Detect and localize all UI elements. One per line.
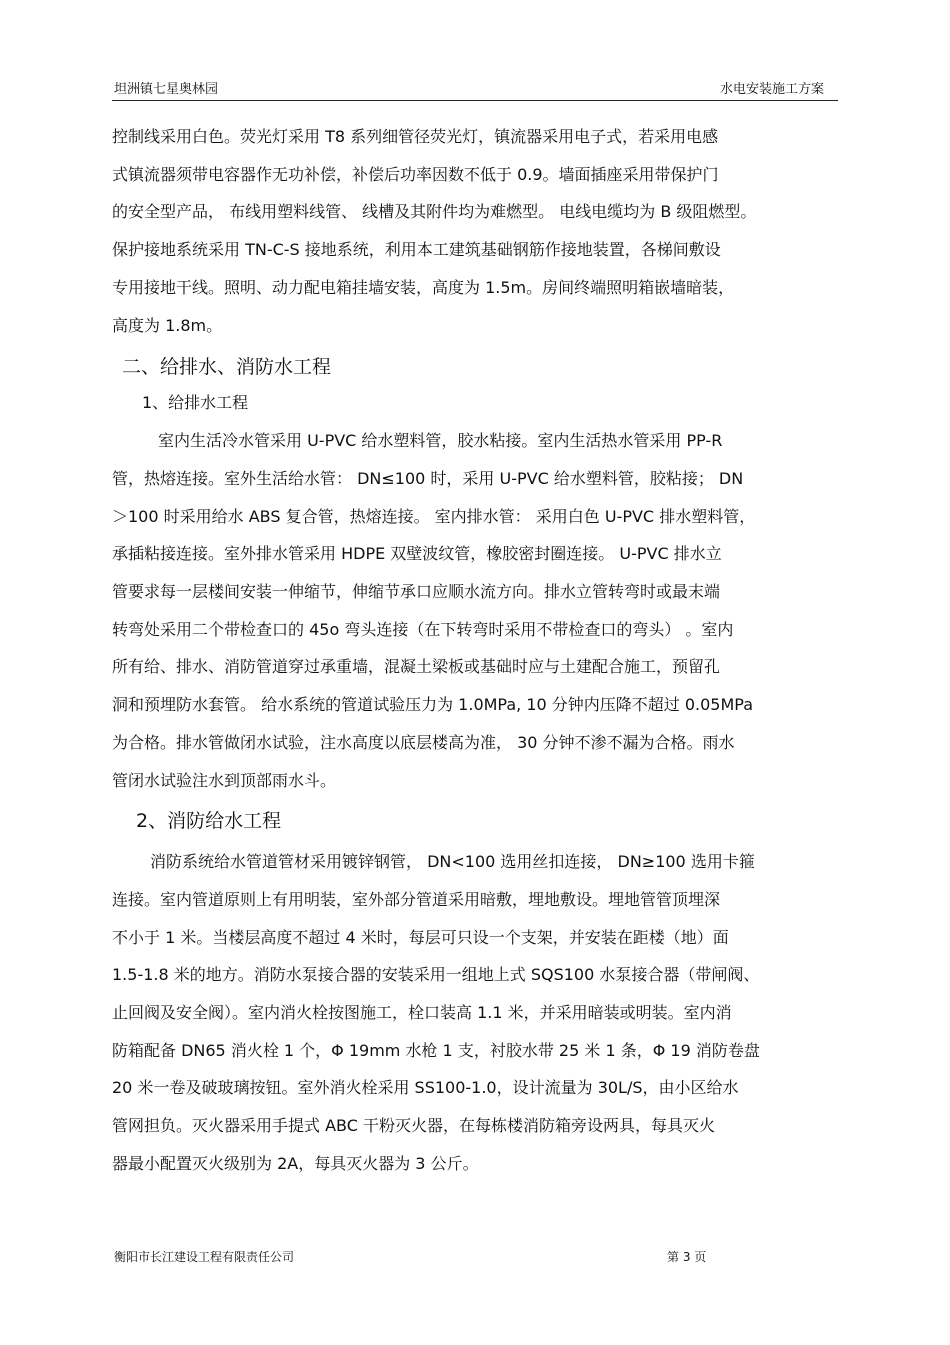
paragraph-line: 器最小配置灭火级别为 2A，每具灭火器为 3 公斤。 — [112, 1153, 479, 1173]
paragraph-line: 1.5-1.8 米的地方。消防水泵接合器的安装采用一组地上式 SQS100 水泵接合器（带闸阀、 — [112, 965, 760, 985]
subsection-water-heading: 1、给排水工程 — [142, 393, 249, 413]
paragraph-line: 管网担负。灭火器采用手提式 ABC 干粉灭火器，在每栋楼消防箱旁设两具，每具灭火 — [112, 1116, 715, 1136]
section2-heading: 二、给排水、消防水工程 — [122, 356, 332, 379]
paragraph-line: 高度为 1.8m。 — [112, 315, 223, 335]
section1-continued — [112, 118, 847, 344]
paragraph-line: 洞和预埋防水套管。 给水系统的管道试验压力为 1.0MPa, 10 分钟内压降不超过 0.05MPa — [112, 695, 754, 715]
paragraph-line: 所有给、排水、消防管道穿过承重墙，混凝土梁板或基础时应与土建配合施工，预留孔 — [112, 657, 721, 677]
paragraph-line: 消防系统给水管道管材采用镀锌钢管， DN<100 选用丝扣连接， DN≥100 选用卡箍 — [150, 852, 755, 872]
paragraph-line: ＞100 时采用给水 ABS 复合管，热熔连接。 室内排水管： 采用白色 U-PVC 排水塑料管， — [112, 506, 756, 526]
paragraph-line: 防箱配备 DN65 消火栓 1 个，Φ 19mm 水枪 1 支，衬胶水带 25 米 1 条，Φ 19 消防卷盘 — [112, 1040, 760, 1060]
page-header — [112, 76, 838, 101]
paragraph-line: 管闭水试验注水到顶部雨水斗。 — [112, 770, 337, 790]
paragraph-line: 20 米一卷及破玻璃按钮。室外消火栓采用 SS100-1.0，设计流量为 30L/S，由小区给水 — [112, 1078, 739, 1098]
paragraph-line: 不小于 1 米。当楼层高度不超过 4 米时，每层可只设一个支架，并安装在距楼（地）面 — [112, 927, 729, 947]
paragraph-line: 的安全型产品， 布线用塑料线管、 线槽及其附件均为难燃型。 电线电缆均为 B 级阻燃型。 — [112, 202, 757, 222]
paragraph-line: 管，热熔连接。室外生活给水管： DN≤100 时，采用 U-PVC 给水塑料管，胶粘接； DN — [112, 468, 744, 488]
paragraph-line: 室内生活冷水管采用 U-PVC 给水塑料管，胶水粘接。室内生活热水管采用 PP-R — [158, 431, 723, 451]
paragraph-line: 专用接地干线。照明、动力配电箱挂墙安装，高度为 1.5m。房间终端照明箱嵌墙暗装， — [112, 277, 735, 297]
header-project-name: 坦洲镇七星奥林园 — [114, 82, 219, 97]
paragraph-line: 控制线采用白色。荧光灯采用 T8 系列细管径荧光灯，镇流器采用电子式，若采用电感 — [112, 127, 719, 146]
footer-company-name: 衡阳市长江建设工程有限责任公司 — [114, 1250, 295, 1264]
subsection-fire-heading: 2、消防给水工程 — [136, 810, 282, 833]
page-content — [112, 118, 847, 1183]
paragraph-line: 管要求每一层楼间安装一伸缩节，伸缩节承口应顺水流方向。排水立管转弯时或最末端 — [112, 582, 721, 602]
footer-page-number: 第 3 页 — [667, 1250, 707, 1264]
header-document-title: 水电安装施工方案 — [719, 82, 824, 97]
paragraph-line: 止回阀及安全阀）。室内消火栓按图施工，栓口装高 1.1 米，并采用暗装或明装。室内消 — [112, 1003, 732, 1023]
paragraph-line: 保护接地系统采用 TN-C-S 接地系统，利用本工建筑基础钢筋作接地装置，各梯间敷设 — [112, 240, 721, 260]
subsection-fire-body — [112, 843, 847, 1182]
paragraph-line: 承插粘接连接。室外排水管采用 HDPE 双壁波纹管，橡胶密封圈连接。 U-PVC 排水立 — [112, 544, 722, 564]
subsection-water-body — [112, 422, 847, 799]
paragraph-line: 为合格。排水管做闭水试验，注水高度以底层楼高为准， 30 分钟不渗不漏为合格。雨水 — [112, 732, 735, 752]
paragraph-line: 式镇流器须带电容器作无功补偿，补偿后功率因数不低于 0.9。墙面插座采用带保护门 — [112, 164, 719, 184]
paragraph-line: 转弯处采用二个带检查口的 45o 弯头连接（在下转弯时采用不带检查口的弯头） 。室内 — [112, 619, 734, 639]
paragraph-line: 连接。室内管道原则上有用明装，室外部分管道采用暗敷，埋地敷设。埋地管管顶埋深 — [112, 889, 721, 909]
